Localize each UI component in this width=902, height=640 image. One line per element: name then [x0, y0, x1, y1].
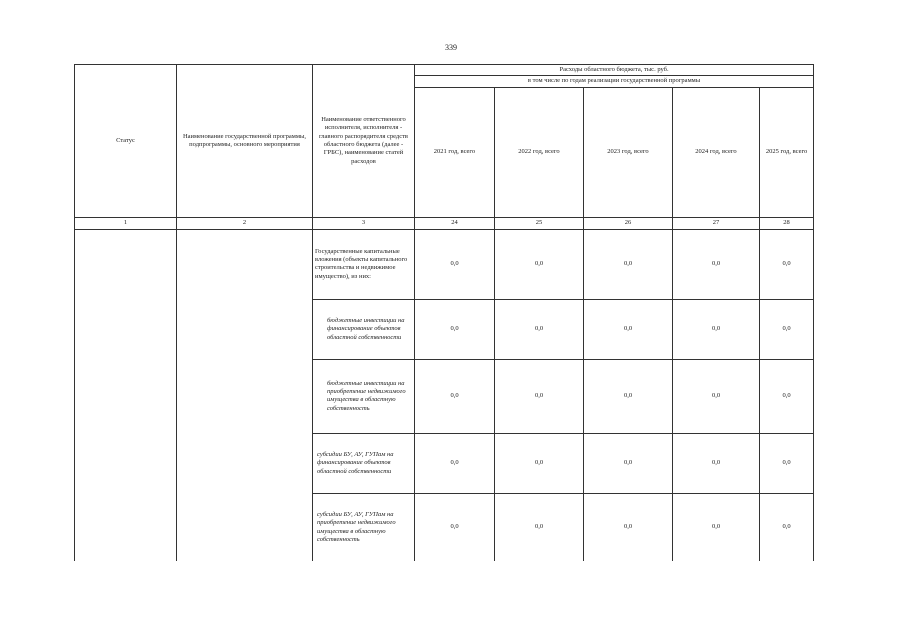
value-2021: 0,0 [415, 229, 495, 299]
header-row-1 [75, 65, 814, 76]
value-2021: 0,0 [415, 493, 495, 561]
header-executor: Наименование ответственного исполнителя, исполнителя - главного распорядителя средств областного бюджета (далее - ГРБС), наименование статей расходов [313, 65, 415, 218]
header-year-2023: 2023 год, всего [584, 87, 673, 217]
row-label: бюджетные инвестиции на приобретение недвижимого имущества в областную собственность [313, 359, 415, 433]
value-2021: 0,0 [415, 299, 495, 359]
value-2024: 0,0 [673, 493, 760, 561]
row-label: субсидии БУ, АУ, ГУПам на приобретение недвижимого имущества в областную собственность [313, 493, 415, 561]
header-year-2025: 2025 год, всего [760, 87, 814, 217]
header-program-name: Наименование государственной программы, подпрограммы, основного мероприятия [177, 65, 313, 218]
column-number: 26 [584, 217, 673, 229]
column-number: 1 [75, 217, 177, 229]
header-year-2022: 2022 год, всего [495, 87, 584, 217]
column-number: 25 [495, 217, 584, 229]
value-2022: 0,0 [495, 229, 584, 299]
column-number: 27 [673, 217, 760, 229]
column-number: 3 [313, 217, 415, 229]
table-row [75, 229, 814, 299]
value-2022: 0,0 [495, 493, 584, 561]
value-2025: 0,0 [760, 433, 814, 493]
value-2024: 0,0 [673, 359, 760, 433]
row-label: субсидии БУ, АУ, ГУПам на финансирование объектов областной собственности [313, 433, 415, 493]
header-year-2021: 2021 год, всего [415, 87, 495, 217]
value-2021: 0,0 [415, 433, 495, 493]
value-2022: 0,0 [495, 359, 584, 433]
program-name-cell [177, 229, 313, 561]
value-2024: 0,0 [673, 229, 760, 299]
value-2023: 0,0 [584, 299, 673, 359]
value-2025: 0,0 [760, 359, 814, 433]
column-number: 2 [177, 217, 313, 229]
budget-table [74, 64, 814, 561]
status-cell [75, 229, 177, 561]
value-2022: 0,0 [495, 299, 584, 359]
value-2021: 0,0 [415, 359, 495, 433]
value-2022: 0,0 [495, 433, 584, 493]
value-2025: 0,0 [760, 299, 814, 359]
value-2025: 0,0 [760, 493, 814, 561]
row-label: Государственные капитальные вложения (объекты капитального строительства и недвижимое имущество), из них: [313, 229, 415, 299]
value-2023: 0,0 [584, 229, 673, 299]
value-2024: 0,0 [673, 433, 760, 493]
value-2025: 0,0 [760, 229, 814, 299]
header-status: Статус [75, 65, 177, 218]
value-2023: 0,0 [584, 433, 673, 493]
page-number: 339 [445, 43, 457, 52]
column-number-row [75, 217, 814, 229]
header-year-2024: 2024 год, всего [673, 87, 760, 217]
value-2024: 0,0 [673, 299, 760, 359]
header-expenses-group: Расходы областного бюджета, тыс. руб. [415, 65, 814, 76]
column-number: 28 [760, 217, 814, 229]
row-label: бюджетные инвестиции на финансирование объектов областной собственности [313, 299, 415, 359]
header-years-group: в том числе по годам реализации государственной программы [415, 76, 814, 87]
column-number: 24 [415, 217, 495, 229]
value-2023: 0,0 [584, 493, 673, 561]
value-2023: 0,0 [584, 359, 673, 433]
